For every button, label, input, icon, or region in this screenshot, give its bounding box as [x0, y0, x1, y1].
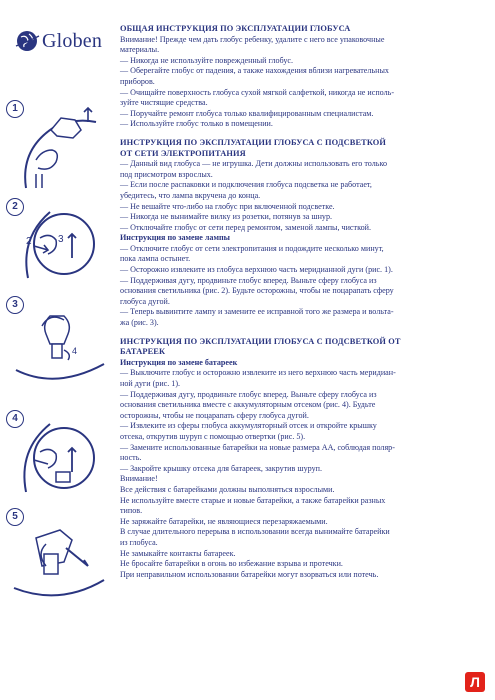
text-line: ной дуги (рис. 1).: [120, 379, 181, 388]
text-line: убедитесь, что лампа вкручена до конца.: [120, 190, 261, 200]
text-line: — Извлеките из сферы глобуса аккумуляторный отсек и откройте крышку: [120, 421, 377, 431]
text-line: — Если после распаковки и подключения глобуса подсветка не работает,: [120, 180, 372, 190]
watermark-logo: Л: [465, 672, 485, 692]
text-line: — Никогда не используйте поврежденный глобус.: [120, 55, 294, 65]
subsection-title-lamp: Инструкция по замене лампы: [120, 233, 230, 243]
text-line: зуйте чистящие средства.: [120, 98, 208, 108]
text-line: — Поддерживая дугу, продвиньте глобус вперед. Выньте сферу глобуса из: [120, 275, 377, 285]
text-line: Не заряжайте батарейки, не являющиеся перезаряжаемыми.: [120, 516, 328, 526]
text-line: — Данный вид глобуса — не игрушка. Дети должны использовать его только: [120, 159, 388, 169]
figure-number: 3: [6, 296, 24, 314]
svg-text:3: 3: [58, 234, 64, 245]
text-line: — Закройте крышку отсека для батареек, закрутив шуруп.: [120, 463, 322, 473]
text-line: — Отключите глобус от сети электропитания и подождите несколько минут,: [120, 243, 384, 253]
text-line: из глобуса.: [120, 537, 158, 547]
text-line: — Никогда не вынимайте вилку из розетки, потянув за шнур.: [120, 212, 333, 222]
section-title-mains: ИНСТРУКЦИЯ ПО ЭКСПЛУАТАЦИИ ГЛОБУСА С ПОДСВЕТКОЙ: [120, 137, 387, 147]
text-line: приборов.: [120, 76, 155, 86]
text-line: Не замыкайте контакты батареек.: [120, 548, 236, 558]
svg-text:2: 2: [26, 236, 32, 247]
text-line: под присмотром взрослых.: [120, 169, 213, 179]
text-line: Внимание! Прежде чем дать глобус ребенку, удалите с него все упаковочные: [120, 34, 385, 44]
subsection-title-battery: Инструкция по замене батареек: [120, 357, 238, 367]
figure-number: 5: [6, 508, 24, 526]
text-line: Не используйте вместе старые и новые батарейки, а также батарейки разных: [120, 495, 386, 505]
figure-number: 4: [6, 410, 24, 428]
text-line: — Теперь вывинтите лампу и замените ее исправной того же размера и вольта-: [120, 307, 394, 317]
figure-number: 1: [6, 100, 24, 118]
text-line: глобуса дугой.: [120, 296, 170, 306]
section-title-battery: ИНСТРУКЦИЯ ПО ЭКСПЛУАТАЦИИ ГЛОБУСА С ПОДСВЕТКОЙ ОТ: [120, 336, 401, 346]
text-line: осторожны, чтобы не поцарапать сферу глобуса дугой.: [120, 410, 309, 420]
text-line: ность.: [120, 453, 142, 463]
text-line: — Замените использованные батарейки на новые размера АА, соблюдая поляр-: [120, 442, 395, 452]
section-title-battery-cont: БАТАРЕЕК: [120, 347, 166, 357]
text-line: основания светильника вместе с аккумуляторным отсеком (рис. 4). Будьте: [120, 400, 376, 410]
text-line: В случае длительного перерыва в использовании всегда вынимайте батарейки: [120, 527, 390, 537]
figure-5: [6, 508, 106, 598]
figure-number: 2: [6, 198, 24, 216]
text-line: — Осторожно извлеките из глобуса верхнюю часть меридианной дуги (рис. 1).: [120, 265, 393, 275]
text-line: — Отключайте глобус от сети перед ремонтом, заменой лампы, чисткой.: [120, 222, 371, 232]
figure-2: [6, 198, 106, 288]
figure-3: [6, 296, 106, 386]
text-line: — Выключите глобус и осторожно извлеките из него верхнюю часть меридиан-: [120, 368, 396, 378]
instruction-text: [120, 24, 480, 580]
section-title-general: ОБЩАЯ ИНСТРУКЦИЯ ПО ЭКСПЛУАТАЦИИ ГЛОБУСА: [120, 24, 351, 33]
figure-1: [6, 100, 106, 190]
text-line: — Поддерживая дугу, продвиньте глобус вперед. Выньте сферу глобуса из: [120, 389, 377, 399]
text-line: — Очищайте поверхность глобуса сухой мягкой салфеткой, никогда не исполь-: [120, 87, 395, 97]
text-line: Все действия с батарейками должны выполняться взрослыми.: [120, 484, 335, 494]
figure-4: [6, 410, 106, 500]
text-line: Не бросайте батарейки в огонь во избежание взрыва и протечки.: [120, 559, 343, 569]
text-line: отсека, открутив шуруп с помощью отвертки (рис. 5).: [120, 431, 306, 441]
text-line: — Не вешайте что-либо на глобус при включенной подсветке.: [120, 201, 335, 211]
svg-text:4: 4: [72, 346, 78, 356]
text-line: Внимание!: [120, 474, 158, 484]
text-line: материалы.: [120, 45, 160, 55]
text-line: пока лампа остынет.: [120, 254, 191, 264]
figure-column: [0, 0, 120, 700]
text-line: жа (рис. 3).: [120, 318, 159, 328]
text-line: — Используйте глобус только в помещении.: [120, 119, 273, 129]
text-line: — Поручайте ремонт глобуса только квалифицированным специалистам.: [120, 108, 374, 118]
section-title-mains-cont: ОТ СЕТИ ЭЛЕКТРОПИТАНИЯ: [120, 148, 246, 158]
brand-name: Globen: [42, 29, 103, 52]
text-line: — Оберегайте глобус от падения, а также нахождения вблизи нагревательных: [120, 66, 389, 76]
text-line: основания светильника (рис. 2). Будьте осторожны, чтобы не поцарапать сферу: [120, 286, 394, 296]
text-line: типов.: [120, 506, 143, 516]
text-line: При неправильном использовании батарейки могут взорваться или потечь.: [120, 569, 379, 579]
